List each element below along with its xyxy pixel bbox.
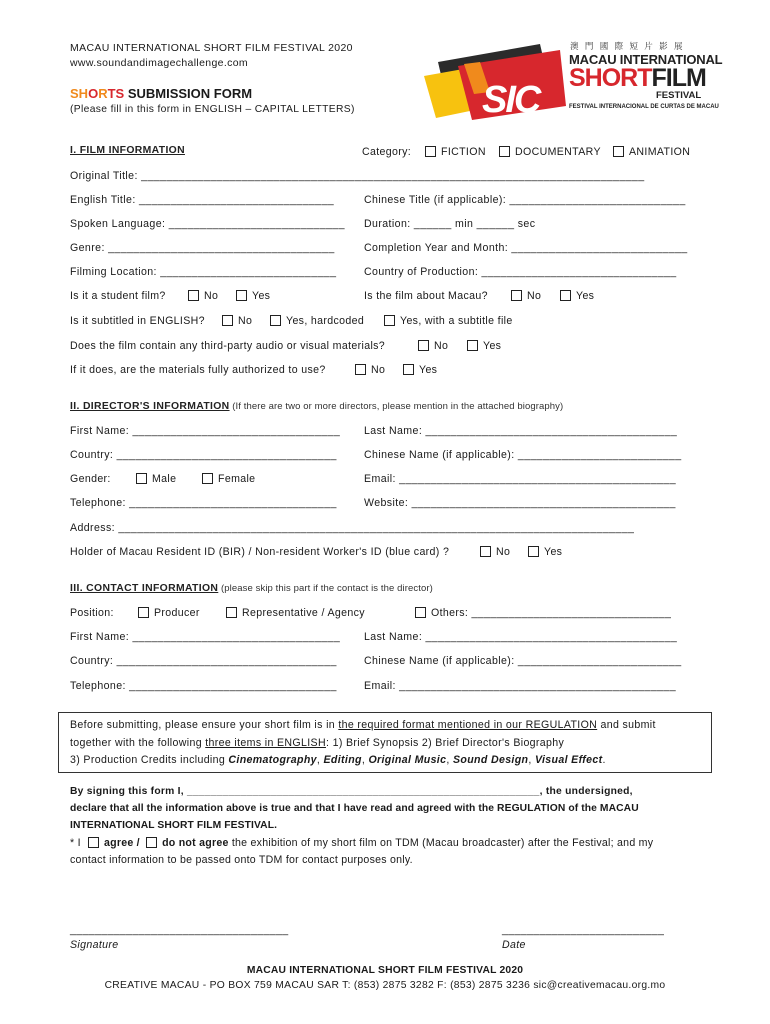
declaration-line-3: INTERNATIONAL SHORT FILM FESTIVAL. <box>70 820 278 831</box>
category-documentary[interactable] <box>499 146 601 158</box>
macau-film-label: Is the film about Macau? <box>364 290 488 302</box>
checkbox[interactable] <box>270 315 281 326</box>
agree-checkbox[interactable] <box>88 837 99 848</box>
genre-field[interactable]: Genre: ____________________________________ <box>70 242 335 254</box>
form-title <box>70 86 252 101</box>
logo-short: SHORT <box>569 64 652 92</box>
macau-no-label: No <box>527 290 542 302</box>
director-first-name-field[interactable]: First Name: _________________________________ <box>70 425 341 437</box>
director-telephone-field[interactable]: Telephone: _________________________________ <box>70 497 337 509</box>
req-item: Editing <box>323 754 362 766</box>
position-producer-label: Producer <box>154 607 200 619</box>
original-title-field[interactable]: Original Title: ________________________________________________________________________________ <box>70 170 645 182</box>
checkbox[interactable] <box>138 607 149 618</box>
req-item: Sound Design <box>452 754 529 766</box>
consent-line-1 <box>70 837 653 849</box>
signature-line[interactable]: ___________________________________ <box>70 924 289 936</box>
third-party-label: Does the film contain any third-party audio or visual materials? <box>70 340 386 352</box>
category-label: Category: <box>362 146 412 158</box>
contact-country-field[interactable]: Country: ___________________________________ <box>70 655 337 667</box>
form-title-highlight-2: TS <box>107 86 125 101</box>
form-instruction: (Please fill in this form in ENGLISH – CAPITAL LETTERS) <box>70 104 355 115</box>
checkbox[interactable] <box>511 290 522 301</box>
checkbox[interactable] <box>226 607 237 618</box>
student-yes-label: Yes <box>252 290 271 302</box>
director-section-heading <box>70 401 563 412</box>
checkbox[interactable] <box>528 546 539 557</box>
director-note: (If there are two or more directors, please mention in the attached biography) <box>229 401 564 412</box>
consent-text: the exhibition of my short film on TDM (Macau broadcaster) after the Festival; and my <box>228 837 654 849</box>
checkbox[interactable] <box>188 290 199 301</box>
authorized-yes[interactable] <box>403 364 437 376</box>
subtitled-no-label: No <box>238 315 253 327</box>
requirements-line-2 <box>70 737 564 749</box>
req-item: Original Music <box>368 754 447 766</box>
form-title-highlight: O <box>88 86 99 101</box>
category-fiction[interactable] <box>425 146 486 158</box>
spoken-language-field[interactable]: Spoken Language: ____________________________ <box>70 218 345 230</box>
footer-title: MACAU INTERNATIONAL SHORT FILM FESTIVAL 2020 <box>246 965 524 976</box>
consent-line-2: contact information to be passed onto TDM for contact purposes only. <box>70 854 413 866</box>
logo-line4: FESTIVAL INTERNACIONAL DE CURTAS DE MACAU <box>569 104 719 110</box>
contact-telephone-field[interactable]: Telephone: _________________________________ <box>70 680 337 692</box>
chinese-title-field[interactable]: Chinese Title (if applicable): ____________________________ <box>364 194 686 206</box>
checkbox[interactable] <box>384 315 395 326</box>
student-yes[interactable] <box>236 290 270 302</box>
footer-contact: CREATIVE MACAU - PO BOX 759 MACAU SAR T: (853) 2875 3282 F: (853) 2875 3236 sic@creativemacau.org.mo <box>104 980 666 991</box>
contact-section-heading <box>70 583 433 594</box>
macau-yes[interactable] <box>560 290 594 302</box>
checkbox[interactable] <box>418 340 429 351</box>
checkbox[interactable] <box>425 146 436 157</box>
gender-female[interactable] <box>202 473 255 485</box>
contact-heading: III. CONTACT INFORMATION <box>70 583 219 594</box>
director-website-field[interactable]: Website: __________________________________________ <box>364 497 676 509</box>
position-label: Position: <box>70 607 114 619</box>
checkbox[interactable] <box>560 290 571 301</box>
category-fiction-label: FICTION <box>441 146 486 158</box>
requirements-line-3: 3) Production Credits including Cinematography, Editing, Original Music, Sound Design, Visual Effect. <box>70 754 606 766</box>
student-film-label: Is it a student film? <box>70 290 166 302</box>
position-producer[interactable] <box>138 607 200 619</box>
checkbox[interactable] <box>202 473 213 484</box>
logo-line3: FESTIVAL <box>656 90 702 101</box>
do-not-agree-label: do not agree <box>162 837 229 849</box>
date-label: Date <box>502 939 526 951</box>
festival-name: MACAU INTERNATIONAL SHORT FILM FESTIVAL 2020 <box>70 42 353 54</box>
logo-mark: SIC <box>482 79 540 121</box>
festival-logo <box>420 36 723 124</box>
req-text: : 1) Brief Synopsis 2) Brief Director's Biography <box>325 737 565 749</box>
gender-male[interactable] <box>136 473 176 485</box>
form-title-part-2: R <box>98 86 108 101</box>
checkbox[interactable] <box>236 290 247 301</box>
authorized-label: If it does, are the materials fully authorized to use? <box>70 364 326 376</box>
form-title-suffix: SUBMISSION FORM <box>124 86 253 101</box>
contact-note: (please skip this part if the contact is the director) <box>218 583 433 594</box>
position-others[interactable] <box>415 607 671 619</box>
logo-chinese: 澳 門 國 際 短 片 影 展 <box>570 41 685 51</box>
req-three-items: three items in ENGLISH <box>205 737 326 749</box>
req-text: together with the following <box>70 737 206 749</box>
contact-email-field[interactable]: Email: ____________________________________________ <box>364 680 677 692</box>
agree-label: agree / <box>103 837 140 849</box>
director-chinese-name-field[interactable]: Chinese Name (if applicable): __________________________ <box>364 449 682 461</box>
director-last-name-field[interactable]: Last Name: ________________________________________ <box>364 425 678 437</box>
contact-first-name-field[interactable]: First Name: _________________________________ <box>70 631 341 643</box>
position-representative-label: Representative / Agency <box>242 607 365 619</box>
film-heading: I. FILM INFORMATION <box>70 145 185 156</box>
checkbox[interactable] <box>613 146 624 157</box>
req-item: Cinematography <box>228 754 317 766</box>
req-text: and submit <box>597 719 656 731</box>
checkbox[interactable] <box>467 340 478 351</box>
authorized-yes-label: Yes <box>419 364 438 376</box>
director-address-field[interactable]: Address: __________________________________________________________________________________ <box>70 522 635 534</box>
third-party-yes-label: Yes <box>483 340 502 352</box>
checkbox[interactable] <box>415 607 426 618</box>
macau-no[interactable] <box>511 290 541 302</box>
logo-film: FILM <box>651 64 706 92</box>
checkbox[interactable] <box>499 146 510 157</box>
country-production-field[interactable]: Country of Production: _______________________________ <box>364 266 677 278</box>
macau-yes-label: Yes <box>576 290 595 302</box>
logo-line1: MACAU INTERNATIONAL <box>569 52 723 67</box>
gender-male-label: Male <box>152 473 177 485</box>
subtitled-file[interactable] <box>384 315 513 327</box>
declaration-line-1[interactable]: By signing this form I, ___________________________________________________________, the undersigned, <box>70 786 633 797</box>
category-documentary-label: DOCUMENTARY <box>515 146 601 158</box>
authorized-no-label: No <box>371 364 386 376</box>
filming-location-field[interactable]: Filming Location: ____________________________ <box>70 266 337 278</box>
completion-field[interactable]: Completion Year and Month: ____________________________ <box>364 242 688 254</box>
bir-label: Holder of Macau Resident ID (BIR) / Non-resident Worker's ID (blue card) ? <box>70 546 450 558</box>
requirements-line-1 <box>70 719 656 731</box>
subtitled-hardcoded[interactable] <box>270 315 364 327</box>
position-others-label: Others: ________________________________ <box>431 607 672 619</box>
subtitled-hardcoded-label: Yes, hardcoded <box>286 315 365 327</box>
gender-female-label: Female <box>218 473 256 485</box>
student-no-label: No <box>204 290 219 302</box>
bir-no[interactable] <box>480 546 510 558</box>
subtitled-label: Is it subtitled in ENGLISH? <box>70 315 205 327</box>
bir-no-label: No <box>496 546 511 558</box>
logo-line2 <box>569 65 706 91</box>
director-country-field[interactable]: Country: ___________________________________ <box>70 449 337 461</box>
do-not-agree-checkbox[interactable] <box>146 837 157 848</box>
checkbox[interactable] <box>222 315 233 326</box>
film-section-heading <box>70 145 185 156</box>
subtitled-no[interactable] <box>222 315 252 327</box>
signature-label: Signature <box>70 939 119 951</box>
duration-field[interactable]: Duration: ______ min ______ sec <box>364 218 536 230</box>
contact-last-name-field[interactable]: Last Name: ________________________________________ <box>364 631 678 643</box>
date-line[interactable]: __________________________ <box>502 924 665 936</box>
student-no[interactable] <box>188 290 218 302</box>
contact-chinese-name-field[interactable]: Chinese Name (if applicable): __________________________ <box>364 655 682 667</box>
declaration-line-2: declare that all the information above is true and that I have read and agreed with the REGULATION of the MACAU <box>70 803 639 814</box>
gender-label: Gender: <box>70 473 111 485</box>
director-heading: II. DIRECTOR'S INFORMATION <box>70 401 230 412</box>
req-text: Before submitting, please ensure your short film is in <box>70 719 339 731</box>
logo-graphic <box>420 36 570 124</box>
checkbox[interactable] <box>403 364 414 375</box>
english-title-field[interactable]: English Title: _______________________________ <box>70 194 335 206</box>
checkbox[interactable] <box>480 546 491 557</box>
req-text: 3) Production Credits including <box>70 754 229 766</box>
festival-website[interactable]: www.soundandimagechallenge.com <box>70 57 249 69</box>
checkbox[interactable] <box>355 364 366 375</box>
req-item: Visual Effect <box>534 754 603 766</box>
third-party-no[interactable] <box>418 340 448 352</box>
bir-yes-label: Yes <box>544 546 563 558</box>
category-animation-label: ANIMATION <box>629 146 691 158</box>
authorized-no[interactable] <box>355 364 385 376</box>
req-format-link: the required format mentioned in our REGULATION <box>338 719 598 731</box>
checkbox[interactable] <box>136 473 147 484</box>
position-representative[interactable] <box>226 607 365 619</box>
director-email-field[interactable]: Email: ____________________________________________ <box>364 473 677 485</box>
third-party-no-label: No <box>434 340 449 352</box>
category-animation[interactable] <box>613 146 690 158</box>
form-title-part: SH <box>70 86 89 101</box>
third-party-yes[interactable] <box>467 340 501 352</box>
bir-yes[interactable] <box>528 546 562 558</box>
subtitled-file-label: Yes, with a subtitle file <box>400 315 513 327</box>
consent-star: * I <box>70 837 81 849</box>
